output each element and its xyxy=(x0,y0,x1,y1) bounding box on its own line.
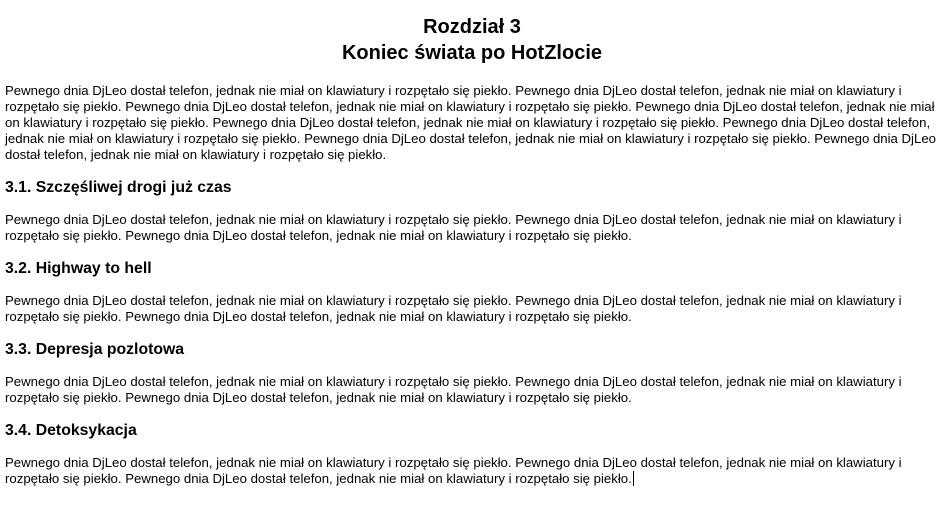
section-heading-3-1: 3.1. Szczęśliwej drogi już czas xyxy=(5,179,232,196)
section-paragraph-3-4: Pewnego dnia DjLeo dostał telefon, jednak nie miał on klawiatury i rozpętało się piekło. Pewnego dnia DjLeo dostał telefon, jednak nie miał on klawiatury i rozpętało się piekło. Pewnego dnia DjLeo dostał telefon, jednak nie miał on klawiatury i rozpętało się piekło. xyxy=(5,455,902,486)
section-paragraph-3-1: Pewnego dnia DjLeo dostał telefon, jednak nie miał on klawiatury i rozpętało się piekło. Pewnego dnia DjLeo dostał telefon, jednak nie miał on klawiatury i rozpętało się piekło. Pewnego dnia DjLeo dostał telefon, jednak nie miał on klawiatury i rozpętało się piekło. xyxy=(5,212,902,243)
text-cursor xyxy=(633,471,634,486)
section-paragraph-3-4-wrapper xyxy=(5,455,939,487)
chapter-title: Koniec świata po HotZlocie xyxy=(341,42,603,64)
section-heading-3-2: 3.2. Highway to hell xyxy=(5,260,152,277)
section-heading-3-4: 3.4. Detoksykacja xyxy=(5,422,137,439)
section-heading-3-3: 3.3. Depresja pozlotowa xyxy=(5,341,185,358)
section-paragraph-3-3: Pewnego dnia DjLeo dostał telefon, jednak nie miał on klawiatury i rozpętało się piekło. Pewnego dnia DjLeo dostał telefon, jednak nie miał on klawiatury i rozpętało się piekło. Pewnego dnia DjLeo dostał telefon, jednak nie miał on klawiatury i rozpętało się piekło. xyxy=(5,374,902,405)
chapter-number: Rozdział 3 xyxy=(423,16,521,38)
section-paragraph-3-2: Pewnego dnia DjLeo dostał telefon, jednak nie miał on klawiatury i rozpętało się piekło. Pewnego dnia DjLeo dostał telefon, jednak nie miał on klawiatury i rozpętało się piekło. Pewnego dnia DjLeo dostał telefon, jednak nie miał on klawiatury i rozpętało się piekło. xyxy=(5,293,902,324)
intro-paragraph: Pewnego dnia DjLeo dostał telefon, jednak nie miał on klawiatury i rozpętało się piekło. Pewnego dnia DjLeo dostał telefon, jednak nie miał on klawiatury i rozpętało się piekło. Pewnego dnia DjLeo dostał telefon, jednak nie miał on klawiatury i rozpętało się piekło. Pewnego dnia DjLeo dostał telefon, jednak nie miał on klawiatury i rozpętało się piekło. Pewnego dnia DjLeo dostał telefon, jednak nie miał on klawiatury i rozpętało się piekło. Pewnego dnia DjLeo dostał telefon, jednak nie miał on klawiatury i rozpętało się piekło. Pewnego dnia DjLeo dostał telefon, jednak nie miał on klawiatury i rozpętało się piekło. Pewnego dnia DjLeo dostał telefon, jednak nie miał on klawiatury i rozpętało się piekło. xyxy=(5,83,936,162)
document-page[interactable] xyxy=(5,14,939,487)
